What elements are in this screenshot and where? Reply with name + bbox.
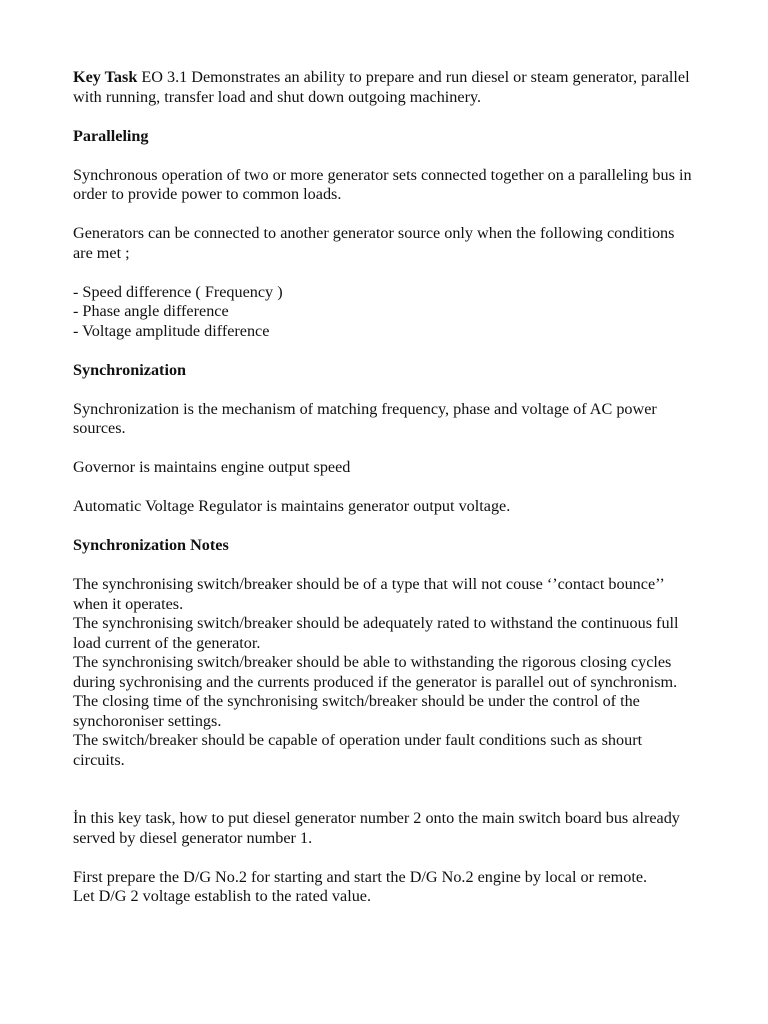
key-task-text: EO 3.1 Demonstrates an ability to prepare and run diesel or steam generator, parallel with running, transfer load and shut down outgoing machinery. [73, 68, 690, 106]
procedure-step: First prepare the D/G No.2 for starting and start the D/G No.2 engine by local or remote. [73, 867, 648, 886]
procedure-intro: İn this key task, how to put diesel generator number 2 onto the main switch board bus already served by diesel generator number 1. [73, 809, 680, 847]
note-item: The closing time of the synchronising switch/breaker should be under the control of the synchoroniser settings. [73, 692, 640, 730]
condition-item: - Voltage amplitude difference [73, 321, 270, 340]
paralleling-heading: Paralleling [73, 126, 149, 145]
key-task-label: Key Task [73, 68, 138, 86]
synchronization-definition: Synchronization is the mechanism of matching frequency, phase and voltage of AC power sources. [73, 399, 657, 437]
paralleling-definition: Synchronous operation of two or more generator sets connected together on a paralleling bus in order to provide power to common loads. [73, 165, 692, 203]
avr-text: Automatic Voltage Regulator is maintains generator output voltage. [73, 497, 511, 515]
note-item: The synchronising switch/breaker should be able to withstanding the rigorous closing cycles during sychronising and the currents produced if the generator is parallel out of synchronism. [73, 653, 678, 691]
condition-item: - Phase angle difference [73, 302, 229, 320]
conditions-list [73, 283, 693, 342]
governor-text: Governor is maintains engine output speed [73, 458, 351, 476]
note-item: The synchronising switch/breaker should be adequately rated to withstand the continuous full load current of the generator. [73, 614, 679, 652]
procedure-step: Let D/G 2 voltage establish to the rated value. [73, 887, 372, 905]
note-item: The synchronising switch/breaker should be of a type that will not couse ‘’contact bounce’’ when it operates. [73, 575, 664, 613]
key-task-paragraph [73, 68, 693, 107]
condition-item: - Speed difference ( Frequency ) [73, 282, 283, 301]
notes-heading: Synchronization Notes [73, 536, 229, 554]
conditions-intro: Generators can be connected to another generator source only when the following conditions are met ; [73, 224, 675, 262]
document-page [73, 68, 693, 907]
note-item: The switch/breaker should be capable of operation under fault conditions such as shourt circuits. [73, 731, 643, 769]
synchronization-heading: Synchronization [73, 360, 187, 379]
notes-list [73, 575, 693, 770]
procedure-steps [73, 868, 693, 907]
